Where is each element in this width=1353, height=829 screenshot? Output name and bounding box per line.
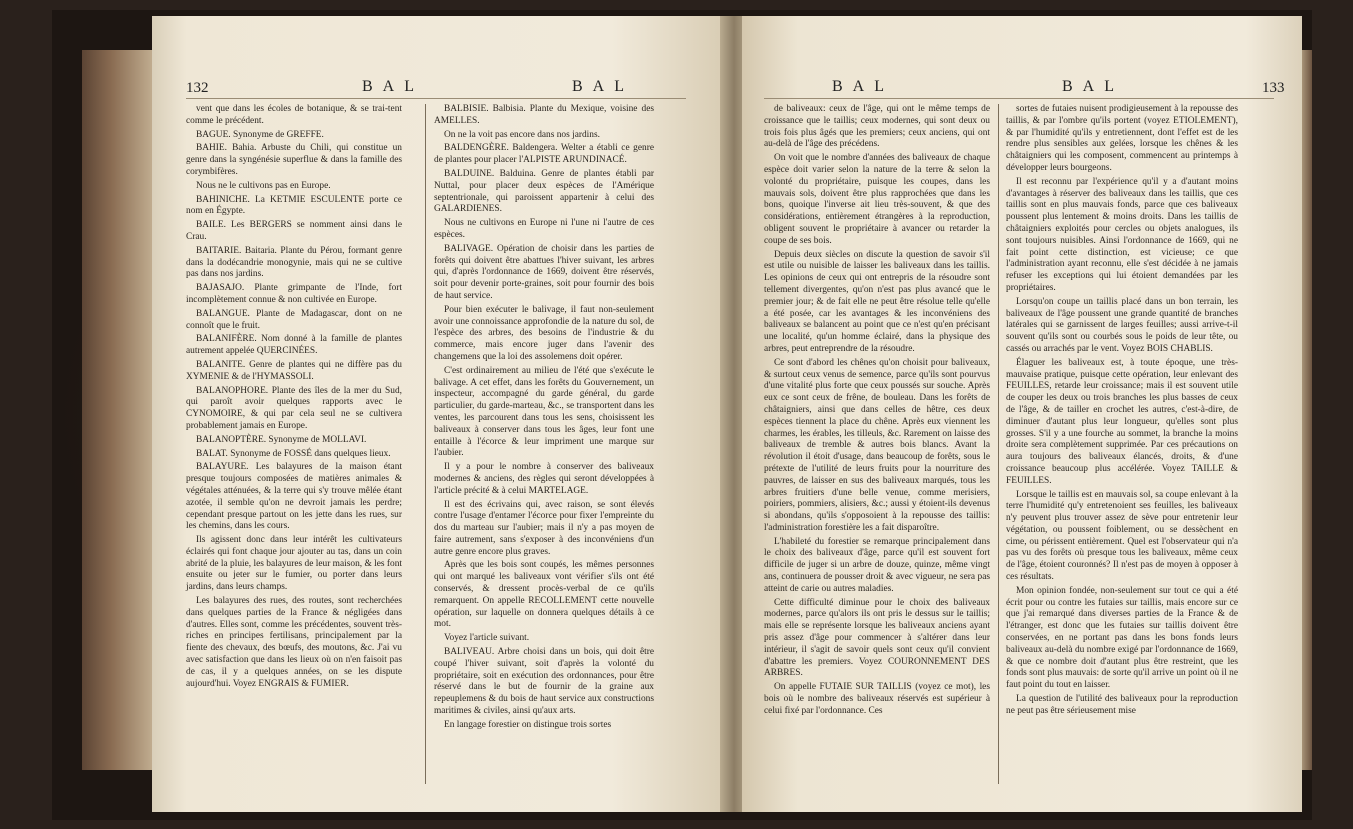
paragraph: BALDUINE. Balduina. Genre de plantes établi par Nuttal, pour placer deux espèces de l'Amérique septentrionale, qui paroissent appartenir à celui des GALARDIENES.	[434, 168, 654, 215]
right-running-header-2: BAL	[1062, 78, 1124, 95]
left-column-1	[186, 104, 402, 692]
header-rule	[764, 98, 1274, 99]
paragraph: sortes de futaies nuisent prodigieusement à la repousse des taillis, & par l'ombre qu'ils portent (voyez ETIOLEMENT), & par l'humidité qu'ils y entretiennent, dont l'effet est de les rendre plus sensibles aux gelées, lorsque les chênes & les châtaigniers qui les composent, commencent au printemps à développer leurs bourgeons.	[1006, 104, 1238, 173]
paragraph: C'est ordinairement au milieu de l'été que s'exécute le balivage. A cet effet, dans les forêts du Gouvernement, un inspecteur, accompagné du garde général, du garde particulier, du garde-marteau, &c., se transportent dans les ventes, les parcourent dans tous les sens, choisissent les baliveaux à conserver dans tous les âges, leur font une entaille à l'écorce & leur impriment une marque sur l'aubier.	[434, 365, 654, 459]
paragraph: Ils agissent donc dans leur intérêt les cultivateurs éclairés qui font chaque jour ajouter au tas, dans un coin abrité de la pluie, les balayures de leur maison, & les font ensuite ou jeter sur le fumier, ou porter dans leurs jardins, dans leurs champs.	[186, 535, 402, 593]
column-divider	[998, 104, 999, 784]
paragraph: Pour bien exécuter le balivage, il faut non-seulement avoir une connoissance approfondie de la nature du sol, de l'espèce des arbres, des besoins de l'industrie & du commerce, mais encore juger dans l'avenir des changemens que la loi des assolemens doit opérer.	[434, 304, 654, 362]
paragraph: Les balayures des rues, des routes, sont recherchées dans quelques parties de la France & négligées dans d'autres. Elles sont, comme les précédentes, souvent très-riches en principes fertilisans, principalement par la fiente des chevaux, des bœufs, des moutons, &c. J'ai vu avec satisfaction que dans les lieux où on n'en faisoit pas de cas, il y a quelques années, on se les dispute aujourd'hui. Voyez ENGRAIS & FUMIER.	[186, 596, 402, 689]
column-divider	[425, 104, 426, 784]
paragraph: BALAT. Synonyme de FOSSÉ dans quelques lieux.	[196, 448, 391, 459]
right-running-header: BAL	[832, 78, 894, 95]
paragraph: BAHIE. Bahia. Arbuste du Chili, qui constitue un genre dans la syngénésie superflue & dans la famille des corymbifères.	[186, 143, 402, 177]
right-page-number: 133	[1262, 80, 1285, 96]
paragraph: BALANOPHORE. Plante des îles de la mer du Sud, qui paroît avoir quelques rapports avec le CYNOMOIRE, & qui par cela seul ne se cultivera probablement jamais en Europe.	[186, 385, 402, 431]
paragraph: Cette difficulté diminue pour le choix des baliveaux modernes, parce qu'alors ils ont pris le dessus sur le taillis; mais elle se représente lorsque les baliveaux anciens ayant pris assez d'âge pour commencer à s'altérer dans leur intérieur, il s'agit de savoir quels sont ceux qu'il convient d'abattre les premiers. Voyez COURONNEMENT DES ARBRES.	[764, 597, 990, 679]
paragraph: BALIVAGE. Opération de choisir dans les parties de forêts qui doivent être abattues l'hiver suivant, les arbres qui, d'après l'ordonnance de 1669, doivent être réservés, soit pour devenir porte-graines, soit pour fournir des bois de haut service.	[434, 243, 654, 301]
paragraph: BAGUE. Synonyme de GREFFE.	[196, 129, 324, 140]
paragraph: Voyez l'article suivant.	[444, 633, 530, 644]
paragraph: En langage forestier on distingue trois sortes	[444, 719, 612, 730]
paragraph: Il y a pour le nombre à conserver des baliveaux modernes & anciens, des règles qui seront développées à l'article précité & à celui MARTELAGE.	[434, 462, 654, 496]
right-column-1	[764, 104, 990, 720]
paragraph: vent que dans les écoles de botanique, & se trai-tent comme le précédent.	[186, 104, 402, 126]
paragraph: BAILE. Les BERGERS se nomment ainsi dans le Crau.	[186, 220, 402, 242]
paragraph: Il est des écrivains qui, avec raison, se sont élevés contre l'usage d'entamer l'écorce pour fixer l'empreinte du dos du marteau sur l'aubier; mais il n'y a pas moyen de faire autrement, sans s'exposer à des inconvéniens d'un autre genre encore plus graves.	[434, 499, 654, 557]
left-running-header-2: BAL	[572, 78, 634, 95]
paragraph: La question de l'utilité des baliveaux pour la reproduction ne peut pas être sérieusement mise	[1006, 694, 1238, 716]
right-column-2	[1006, 104, 1238, 720]
paragraph: Mon opinion fondée, non-seulement sur tout ce qui a été écrit pour ou contre les futaies sur taillis, mais encore sur ce que j'ai remarqué dans diverses parties de la France & de l'étranger, est donc que les futaies sur taillis doivent être conservées, en ne portant pas dans les bons fonds leurs baliveaux au-delà du nombre exigé par l'ordonnance de 1669, & que ce nombre doit d'autant plus être restreint, que les fonds sont plus mauvais: de sorte qu'il arrive un point où il ne faut point du tout en laisser.	[1006, 585, 1238, 691]
paragraph: On ne la voit pas encore dans nos jardins.	[444, 129, 600, 140]
paragraph: Nous ne cultivons en Europe ni l'une ni l'autre de ces espèces.	[434, 218, 654, 240]
paragraph: BALANGUE. Plante de Madagascar, dont on ne connoît que le fruit.	[186, 308, 402, 331]
paragraph: Depuis deux siècles on discute la question de savoir s'il est utile ou nuisible de laisser les baliveaux dans les taillis. Les opinions de ceux qui ont entrepris de la résoudre sont tellement divergentes, qu'on n'est pas plus avancé que le premier jour; & de fait elle ne peut être résolue telle qu'elle a été posée, car les avantages & les inconvéniens des baliveaux se balancent au point que ce n'est qu'en précisant une localité, qu'un homme éclairé, dans la physique des arbres, peut entreprendre de la résoudre.	[764, 249, 990, 354]
paragraph: de baliveaux: ceux de l'âge, qui ont le même temps de croissance que le taillis; ceux modernes, qui sont deux ou trois fois plus âgés que les premiers; ceux anciens, qui ont au-delà de l'âge des précédens.	[764, 104, 990, 150]
paragraph: L'habileté du forestier se remarque principalement dans le choix des baliveaux d'âge, parce qu'il est souvent fort difficile de juger si un arbre de douze, quinze, même vingt ans, continuera de pousser droit & avec vigueur, ne sera pas atteint de carie ou autres maladies.	[764, 536, 990, 594]
paragraph: BALANIFÈRE. Nom donné à la famille de plantes autrement appelée QUERCINÉES.	[186, 334, 402, 357]
right-page	[742, 16, 1302, 812]
paragraph: Élaguer les baliveaux est, à toute époque, une très-mauvaise pratique, puisque cette opération, leur enlevant des FEUILLES, retarde leur croissance; mais il est souvent utile de couper les deux ou trois branches les plus basses de ceux de l'âge, & de tailler en crochet les autres, c'est-à-dire, de diminuer d'autant plus leur longueur, qu'elles sont plus grosses. S'il y a une fourche au sommet, la branche la moins droite sera complètement supprimée. Par ces précautions on aura toujours des baliveaux élancés, droits, & d'une croissance beaucoup plus accélérée. Voyez TAILLE & FEUILLES.	[1006, 357, 1238, 486]
paragraph: Lorsque le taillis est en mauvais sol, sa coupe enlevant à la terre l'humidité qu'y entretenoient ses feuilles, les baliveaux n'y peuvent plus trouver assez de sève pour entretenir leur végétation, ou poussent foiblement, ou se dessèchent en cime, ou périssent entièrement. Quel est l'observateur qui n'a pas vu des forêts où presque tous les baliveaux, même ceux de l'âge, étoient couronnés? Il n'est pas de moyen à opposer à ces résultats.	[1006, 489, 1238, 583]
paragraph: Il est reconnu par l'expérience qu'il y a d'autant moins d'avantages à réserver des baliveaux dans les taillis, que ces taillis sont en plus mauvais fonds, parce que ces baliveaux poussent plus lentement & moins droits. Dans les taillis de châtaigniers exploités pour cercles ou objets analogues, ils sont toujours nuisibles. Ainsi l'ordonnance de 1669, qui ne fait point cette distinction, est vicieuse; ce que l'administration ayant reconnu, elle s'est décidée à ne jamais refuser les exceptions qui lui étoient demandées par les propriétaires.	[1006, 176, 1238, 293]
left-page	[152, 16, 727, 812]
paragraph: BAJASAJO. Plante grimpante de l'Inde, fort incomplètement connue & non cultivée en Europe.	[186, 283, 402, 305]
paragraph: BALIVEAU. Arbre choisi dans un bois, qui doit être coupé l'hiver suivant, soit d'après la volonté du propriétaire, soit en exécution des ordonnances, pour être réservé dans le but de fournir de la graine aux repeuplemens & du bois de haut service aux constructions maritimes & civiles, ainsi qu'aux arts.	[434, 647, 654, 717]
left-column-2	[434, 104, 654, 734]
paragraph: Nous ne le cultivons pas en Europe.	[196, 180, 331, 191]
paragraph: BALANITE. Genre de plantes qui ne diffère pas du XYMENIE & de l'HYMASSOLI.	[186, 359, 402, 382]
left-page-edges	[82, 50, 156, 770]
left-running-header: BAL	[362, 78, 424, 95]
open-book	[52, 10, 1312, 820]
paragraph: BAITARIE. Baitaria. Plante du Pérou, formant genre dans la dodécandrie monogynie, mais qui ne se cultive pas dans nos jardins.	[186, 245, 402, 280]
paragraph: BAHINICHE. La KETMIE ESCULENTE porte ce nom en Égypte.	[186, 194, 402, 217]
left-page-number: 132	[186, 80, 209, 96]
paragraph: Lorsqu'on coupe un taillis placé dans un bon terrain, les baliveaux de l'âge poussent une grande quantité de branches latérales qui se garnissent de larges feuilles; aussi arrive-t-il souvent qu'ils sont ou courbés sous le poids de leur tête, ou cassés ou arrachés par le vent. Voyez BOIS CHABLIS.	[1006, 296, 1238, 354]
paragraph: BALAYURE. Les balayures de la maison étant presque toujours composées de matières animales & végétales atténuées, & la terre qui s'y trouve mêlée étant azotée, il semble qu'on ne devroit jamais les perdre; cependant presque partout on les jette dans les rues, sur les chemins, dans les cours.	[186, 462, 402, 532]
header-rule	[186, 98, 686, 99]
paragraph: Ce sont d'abord les chênes qu'on choisit pour baliveaux, & surtout ceux venus de semence, parce qu'ils sont pourvus d'une vitalité plus forte que ceux poussés sur souche. Après eux ce sont ceux de frêne, de bouleau. Dans les forêts de châtaigniers, ainsi que dans celles de hêtre, ces deux espèces tiennent la place du chêne. Après eux viennent les charmes, les érables, les tilleuls, &c. Rarement on laisse des baliveaux de tremble & autres bois blancs. Avant la révolution il étoit d'usage, dans beaucoup de forêts, sous le prétexte de l'utilité de leurs fruits pour la nourriture des pauvres, de laisser en sus des baliveaux marqués, tous les arbres fruitiers d'une belle venue, comme merisiers, poiriers, pommiers, alisiers, &c.; aussi y étoient-ils devenus si abondans, qu'ils s'opposoient à la repousse des taillis: l'administration forestière les a fait disparoître.	[764, 357, 990, 533]
paragraph: BALDENGÈRE. Baldengera. Welter a établi ce genre de plantes pour placer l'ALPISTE ARUNDINACÉ.	[434, 143, 654, 166]
paragraph: BALBISIE. Balbisia. Plante du Mexique, voisine des AMELLES.	[434, 104, 654, 126]
paragraph: BALANOPTÈRE. Synonyme de MOLLAVI.	[196, 434, 367, 445]
paragraph: On voit que le nombre d'années des baliveaux de chaque espèce doit varier selon la nature de la terre & selon la volonté du propriétaire, puisque les coupes, dans les mauvais sols, doivent être plus rapprochées que dans les bons, quoique l'inverse ait lieu très-souvent, & que des considérations, entièrement étrangères à la reproduction, obligent souvent le propriétaire à avancer ou retarder la coupe de ses bois.	[764, 153, 990, 246]
paragraph: On appelle FUTAIE SUR TAILLIS (voyez ce mot), les bois où le nombre des baliveaux réservés est supérieur à celui fixé par l'ordonnance. Ces	[764, 682, 990, 716]
paragraph: Après que les bois sont coupés, les mêmes personnes qui ont marqué les baliveaux vont vérifier s'ils ont été conservés, & dressent procès-verbal de ce qu'ils remarquent. On appelle RECOLLEMENT cette nouvelle opération, sur laquelle on donnera quelques détails à ce mot.	[434, 560, 654, 630]
